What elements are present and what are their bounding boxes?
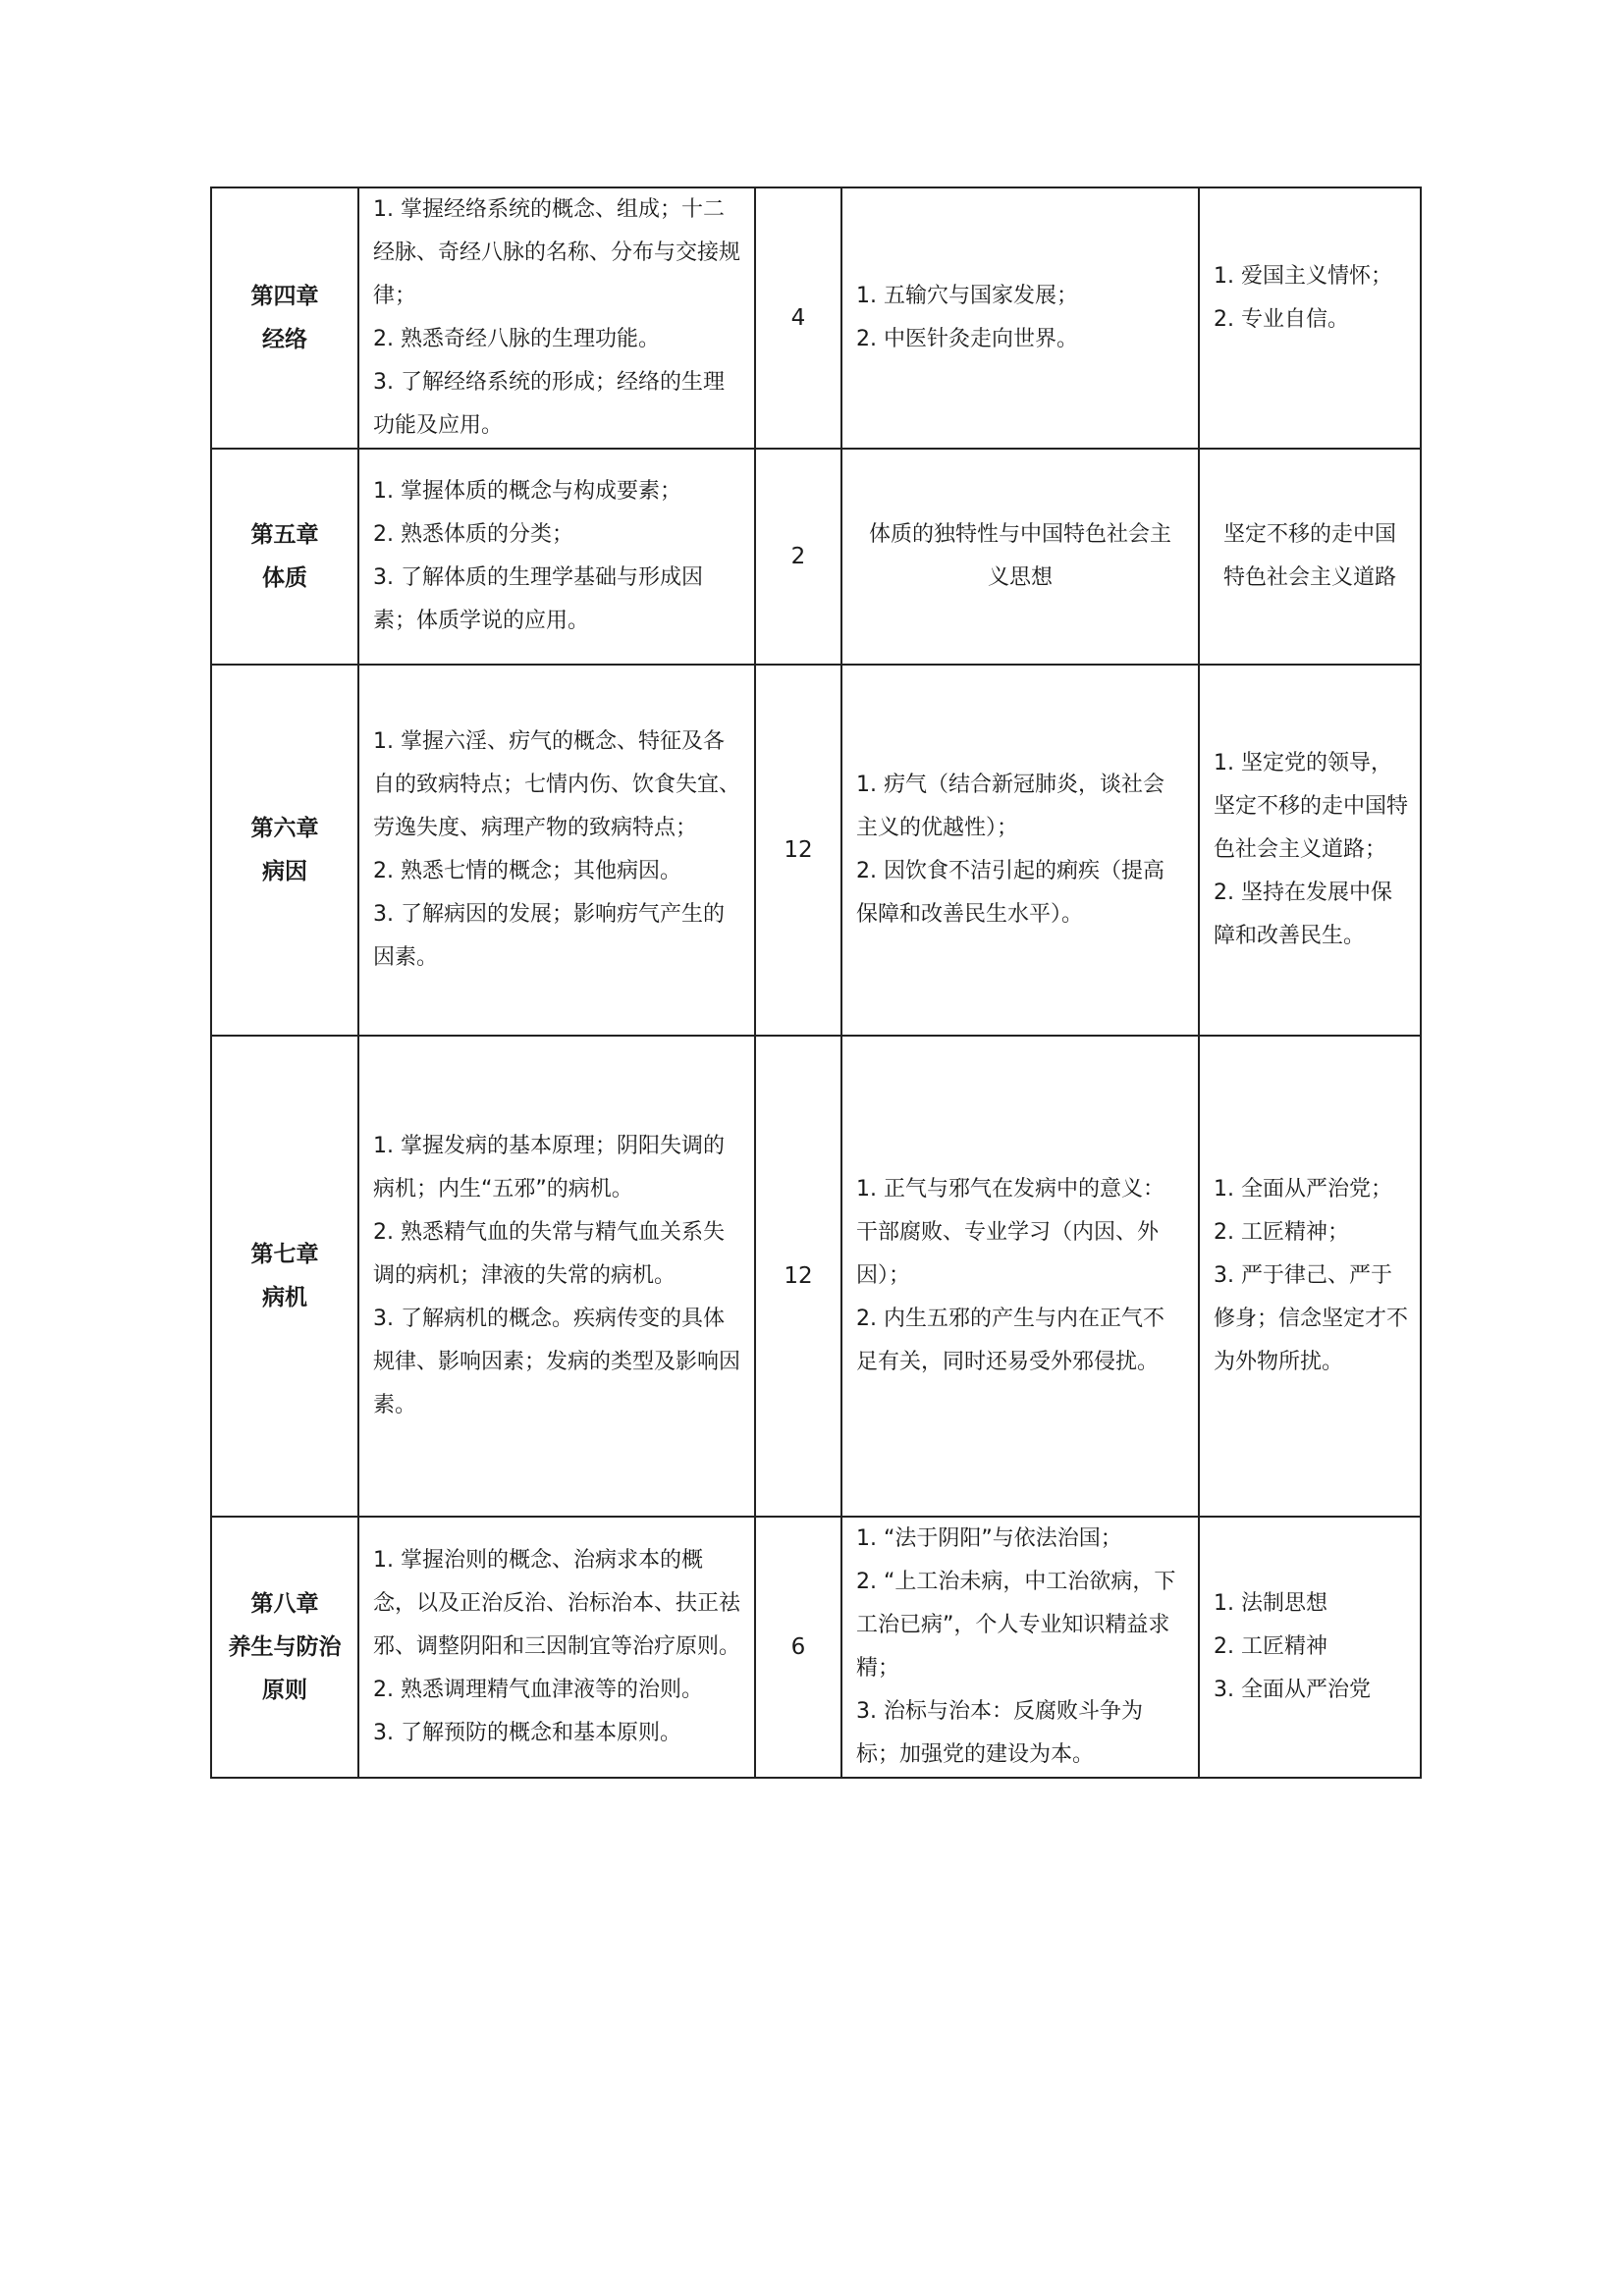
chapter-number: 第七章 (250, 1242, 319, 1267)
ideological-point-item: 2. “上工治未病，中工治欲病，下工治已病”，个人专业知识精益求精； (856, 1570, 1176, 1681)
objective-item: 2. 熟悉体质的分类； (373, 522, 573, 547)
ideological-goals-cell (1199, 449, 1421, 665)
objectives-cell (358, 1517, 755, 1778)
chapter-title: 养生与防治原则 (228, 1634, 342, 1703)
ideological-points-cell (841, 1517, 1199, 1778)
objectives-cell (358, 187, 755, 449)
objective-item: 1. 掌握体质的概念与构成要素； (373, 479, 681, 504)
ideological-goal-item: 1. 全面从严治党； (1214, 1177, 1392, 1201)
ideological-goal-item: 坚定不移的走中国特色社会主义道路 (1222, 522, 1396, 590)
ideological-point-item: 1. 五输穴与国家发展； (856, 284, 1078, 308)
hours-cell: 6 (755, 1517, 841, 1778)
chapter-number: 第五章 (250, 522, 319, 548)
ideological-point-item: 体质的独特性与中国特色社会主义思想 (868, 522, 1171, 590)
objectives-cell (358, 1036, 755, 1517)
ideological-goal-item: 3. 严于律己、严于修身；信念坚定才不为外物所扰。 (1214, 1263, 1409, 1374)
ideological-goals-cell (1199, 665, 1421, 1036)
objective-item: 2. 熟悉精气血的失常与精气血关系失调的病机；津液的失常的病机。 (373, 1220, 725, 1288)
chapter-cell (211, 1036, 358, 1517)
objective-item: 3. 了解体质的生理学基础与形成因素；体质学说的应用。 (373, 565, 703, 633)
ideological-points-cell (841, 187, 1199, 449)
chapter-cell (211, 665, 358, 1036)
ideological-point-item: 1. 正气与邪气在发病中的意义：干部腐败、专业学习（内因、外因）； (856, 1177, 1164, 1288)
objective-item: 1. 掌握发病的基本原理；阴阳失调的病机；内生“五邪”的病机。 (373, 1134, 725, 1201)
chapter-title: 经络 (262, 327, 307, 352)
objective-item: 2. 熟悉奇经八脉的生理功能。 (373, 327, 660, 351)
chapter-cell (211, 1517, 358, 1778)
objective-item: 1. 掌握六淫、疠气的概念、特征及各自的致病特点；七情内伤、饮食失宜、劳逸失度、病理产物的致病特点； (373, 729, 741, 840)
hours-cell: 4 (755, 187, 841, 449)
ideological-point-item: 2. 因饮食不洁引起的痢疾（提高保障和改善民生水平）。 (856, 859, 1164, 927)
ideological-goal-item: 2. 坚持在发展中保障和改善民生。 (1214, 881, 1392, 948)
objective-item: 3. 了解经络系统的形成；经络的生理功能及应用。 (373, 370, 725, 438)
ideological-point-item: 3. 治标与治本：反腐败斗争为标；加强党的建设为本。 (856, 1699, 1143, 1767)
ideological-goal-item: 1. 法制思想 (1214, 1591, 1327, 1616)
ideological-goal-item: 1. 坚定党的领导，坚定不移的走中国特色社会主义道路； (1214, 751, 1409, 862)
table-row (211, 1517, 1421, 1778)
ideological-goal-item: 2. 专业自信。 (1214, 307, 1349, 332)
chapter-cell (211, 449, 358, 665)
chapter-title: 体质 (262, 565, 307, 591)
ideological-goal-item: 2. 工匠精神 (1214, 1634, 1327, 1659)
objective-item: 3. 了解预防的概念和基本原则。 (373, 1721, 681, 1745)
ideological-point-item: 1. “法于阴阳”与依法治国； (856, 1526, 1122, 1551)
ideological-goals-cell (1199, 187, 1421, 449)
ideological-point-item: 1. 疠气（结合新冠肺炎，谈社会主义的优越性）； (856, 773, 1164, 840)
table-row (211, 187, 1421, 449)
ideological-points-cell (841, 449, 1199, 665)
table-row (211, 1036, 1421, 1517)
hours-cell: 2 (755, 449, 841, 665)
chapter-cell (211, 187, 358, 449)
table-row (211, 665, 1421, 1036)
ideological-points-cell (841, 665, 1199, 1036)
chapter-title: 病机 (262, 1285, 307, 1310)
ideological-point-item: 2. 内生五邪的产生与内在正气不足有关，同时还易受外邪侵扰。 (856, 1307, 1164, 1374)
ideological-point-item: 2. 中医针灸走向世界。 (856, 327, 1078, 351)
chapter-number: 第六章 (250, 816, 319, 841)
chapter-number: 第八章 (250, 1591, 319, 1617)
ideological-points-cell (841, 1036, 1199, 1517)
objectives-cell (358, 449, 755, 665)
ideological-goal-item: 1. 爱国主义情怀； (1214, 264, 1392, 289)
objective-item: 1. 掌握经络系统的概念、组成；十二经脉、奇经八脉的名称、分布与交接规律； (373, 197, 741, 308)
objective-item: 2. 熟悉调理精气血津液等的治则。 (373, 1678, 703, 1702)
hours-cell: 12 (755, 1036, 841, 1517)
ideological-goal-item: 3. 全面从严治党 (1214, 1678, 1371, 1702)
ideological-goals-cell (1199, 1036, 1421, 1517)
ideological-goals-cell (1199, 1517, 1421, 1778)
syllabus-table (210, 187, 1422, 1779)
chapter-number: 第四章 (250, 284, 319, 309)
objectives-cell (358, 665, 755, 1036)
table-row (211, 449, 1421, 665)
hours-cell: 12 (755, 665, 841, 1036)
objective-item: 2. 熟悉七情的概念；其他病因。 (373, 859, 681, 883)
objective-item: 1. 掌握治则的概念、治病求本的概念，以及正治反治、治标治本、扶正祛邪、调整阴阳和三因制宜等治疗原则。 (373, 1548, 741, 1659)
ideological-goal-item: 2. 工匠精神； (1214, 1220, 1349, 1245)
objective-item: 3. 了解病机的概念。疾病传变的具体规律、影响因素；发病的类型及影响因素。 (373, 1307, 741, 1417)
objective-item: 3. 了解病因的发展；影响疠气产生的因素。 (373, 902, 725, 970)
chapter-title: 病因 (262, 859, 307, 884)
